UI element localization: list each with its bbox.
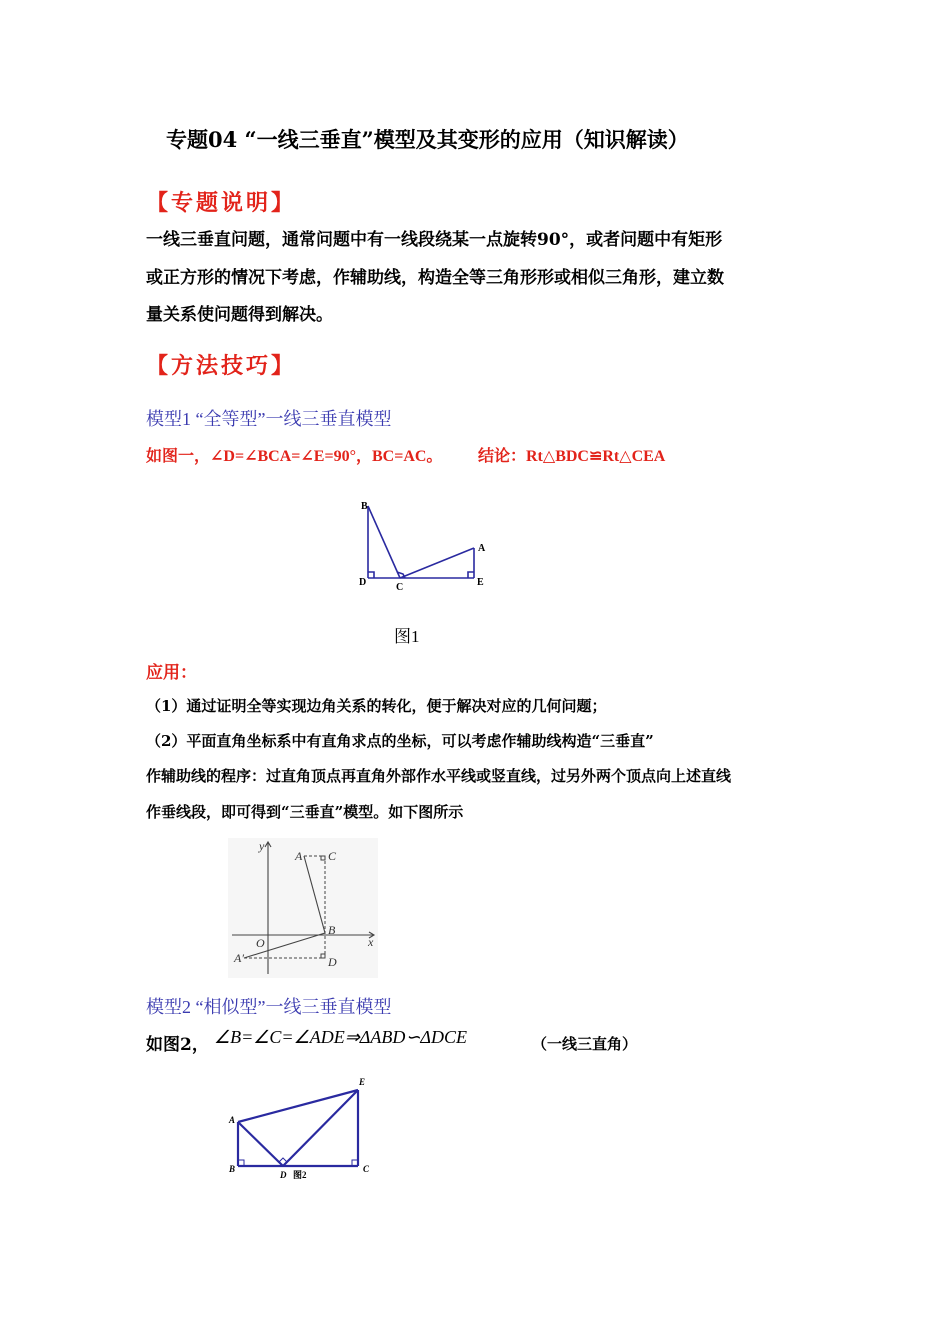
figure-1 [352,496,502,596]
segment-de [283,1090,358,1166]
application-heading: 应用： [146,663,197,682]
intro-heading: 【专题说明】 [146,190,297,216]
model2-title: 模型2 “相似型”一线三垂直模型 [146,997,392,1017]
model1-title: 模型1 “全等型”一线三垂直模型 [146,409,392,429]
label-a: A [478,543,486,554]
page-title: 专题04 “一线三垂直”模型及其变形的应用（知识解读） [166,127,689,152]
coordinate-figure [228,838,378,978]
figure-1-svg [352,496,502,596]
label-b: B [229,1164,236,1174]
label-a-prime: A′ [234,951,244,965]
intro-line: 或正方形的情况下考虑，作辅助线，构造全等三角形形或相似三角形，建立数 [146,267,724,288]
intro-paragraph [146,222,816,335]
application-line-3: 作辅助线的程序：过直角顶点再直角外部作水平线或竖直线，过另外两个顶点向上述直线 [146,767,732,785]
figure-2-svg [226,1072,386,1184]
label-b: B [361,501,368,512]
coordinate-figure-svg [228,838,378,978]
right-angle-e [468,572,474,578]
intro-line: 量关系使问题得到解决。 [146,305,333,325]
right-angle-d [368,572,374,578]
segment-ae [238,1090,358,1122]
figure-2 [226,1072,386,1184]
label-c: C [328,849,337,863]
model2-formula: ∠B=∠C=∠ADE⇒ΔABD∽ΔDCE [214,1027,467,1047]
figure-1-caption: 图1 [394,627,420,646]
label-c: C [363,1164,370,1174]
model1-statement: 如图一，∠D=∠BCA=∠E=90°，BC=AC。 [146,448,443,465]
intro-line: 一线三垂直问题，通常问题中有一线段绕某一点旋转90°，或者问题中有矩形 [146,230,723,250]
application-item-2: （2）平面直角坐标系中有直角求点的坐标，可以考虑作辅助线构造“三垂直” [146,732,654,750]
model1-conclusion: 结论：Rt△BDC≌Rt△CEA [478,448,666,465]
label-e: E [359,1077,366,1087]
figure-2-caption: 图2 [293,1170,307,1180]
label-c: C [396,582,404,593]
label-y: y [259,839,265,853]
model2-prefix: 如图2， [146,1035,209,1055]
label-x: x [368,935,374,949]
figure-background [228,838,378,978]
label-b: B [328,923,336,937]
label-d: D [359,577,367,588]
segment-bc [368,506,400,578]
application-item-1: （1）通过证明全等实现边角关系的转化，便于解决对应的几何问题； [146,697,607,715]
right-angle-d [279,1158,287,1162]
segment-ca [400,548,474,578]
label-d: D [328,955,337,969]
label-e: E [477,577,484,588]
label-o: O [256,936,265,950]
application-line-4: 作垂线段，即可得到“三垂直”模型。如下图所示 [146,803,464,821]
segment-ad [238,1122,283,1166]
method-heading: 【方法技巧】 [146,353,297,379]
model2-suffix: （一线三直角） [532,1035,638,1053]
label-a: A [295,849,303,863]
label-d: D [280,1170,287,1180]
label-a: A [229,1115,236,1125]
